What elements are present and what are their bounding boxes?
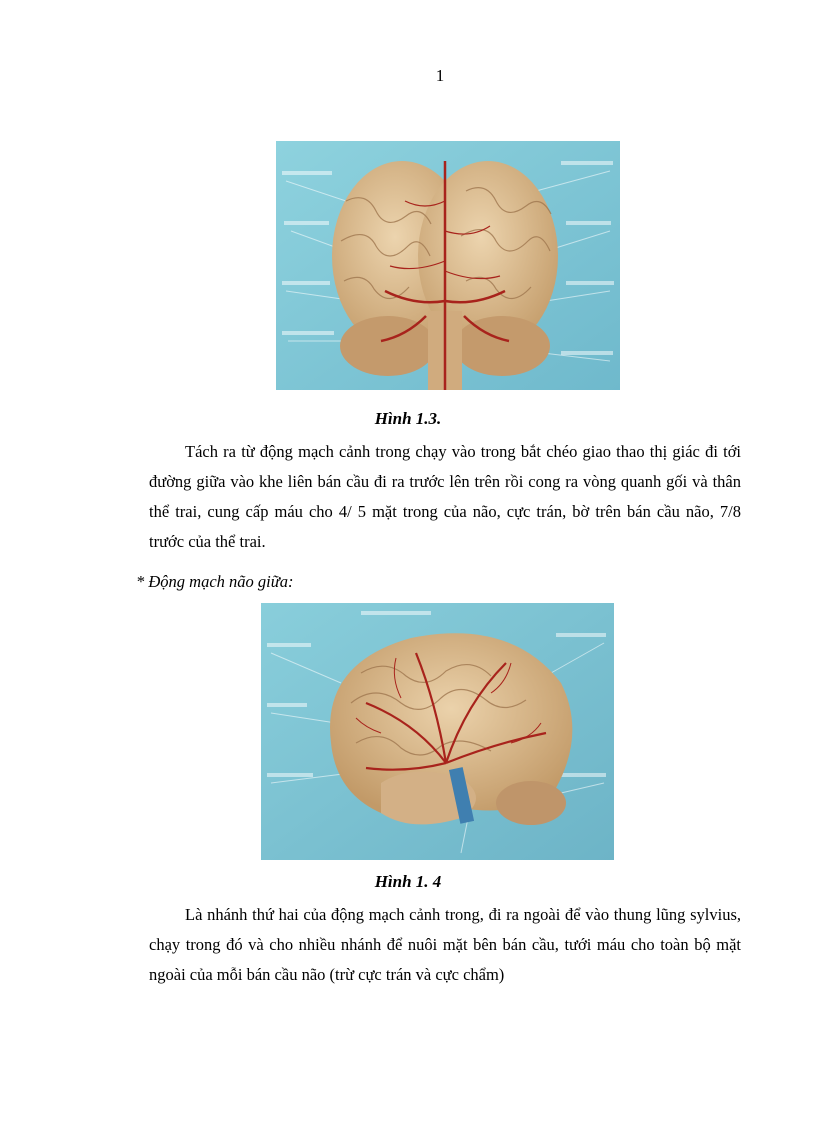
page-number: 1 — [435, 66, 445, 85]
brain-frontal-view-image — [276, 141, 620, 390]
figure-1-3-caption: Hình 1.3. — [374, 409, 442, 428]
paragraph-middle-cerebral-artery — [149, 900, 741, 990]
paragraph-2-text: Là nhánh thứ hai của động mạch cảnh trong, đi ra ngoài để vào thung lũng sylvius, chạy trong đó và cho nhiều nhánh để nuôi mặt bên bán cầu, tưới máu cho toàn bộ mặt ngoài của mỗi bán cầu não (trừ cực trán và cực chẩm) — [149, 905, 741, 984]
brain-lateral-view-image — [261, 603, 614, 860]
figure-1-4-caption: Hình 1. 4 — [374, 872, 442, 891]
paragraph-1-text: Tách ra từ động mạch cảnh trong chạy vào trong bắt chéo giao thao thị giác đi tới đường giữa vào khe liên bán cầu đi ra trước lên trên rồi cong ra vòng quanh gối và thân thể trai, cung cấp máu cho 4/ 5 mặt trong của não, cực trán, bờ trên bán cầu não, 7/8 trước của thể trai. — [149, 442, 741, 551]
subheading-middle-cerebral-artery: * Động mạch não giữa: — [136, 572, 294, 591]
paragraph-anterior-cerebral-artery — [149, 437, 741, 557]
